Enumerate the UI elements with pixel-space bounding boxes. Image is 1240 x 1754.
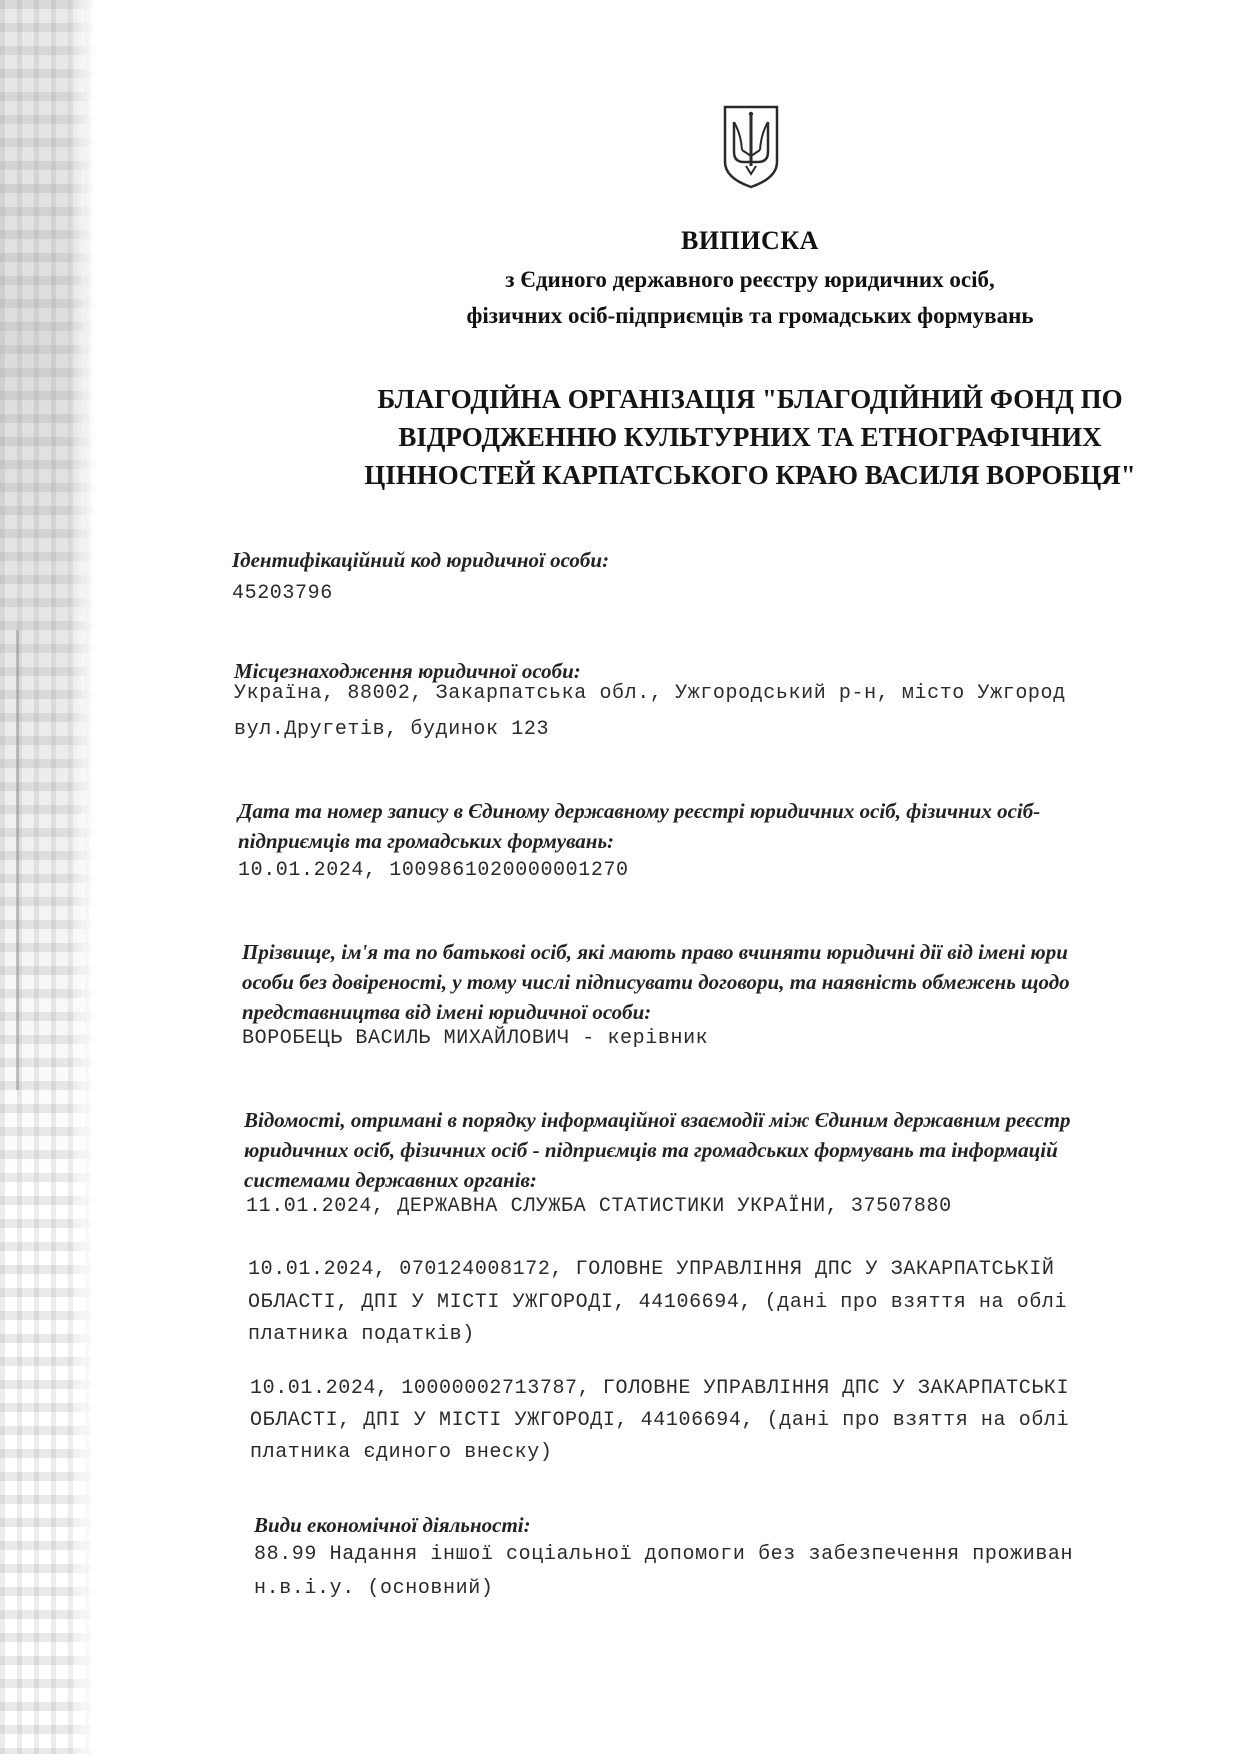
coat-of-arms-trident-icon: [722, 104, 780, 190]
representatives-label-line2: особи без довіреності, у тому числі підписувати договори, та наявність обмежень щодо: [242, 970, 1070, 994]
location-value-line1: Україна, 88002, Закарпатська обл., Ужгородський р-н, місто Ужгород: [234, 682, 1066, 705]
activities-label: Види економічної діяльності:: [254, 1513, 531, 1537]
location-label: Місцезнаходження юридичної особи:: [234, 659, 581, 683]
info-exchange-label-line1: Відомості, отримані в порядку інформаційної взаємодії між Єдиним державним реєстр: [244, 1108, 1071, 1132]
info-exchange-entry2-line1: 10.01.2024, 070124008172, ГОЛОВНЕ УПРАВЛІННЯ ДПС У ЗАКАРПАТСЬКІЙ: [248, 1258, 1055, 1281]
info-exchange-label-line2: юридичних осіб, фізичних осіб - підприємців та громадських формувань та інформацій: [244, 1138, 1058, 1162]
organization-name-line3: ЦІННОСТЕЙ КАРПАТСЬКОГО КРАЮ ВАСИЛЯ ВОРОБЦЯ": [364, 460, 1136, 490]
registration-value: 10.01.2024, 1009861020000001270: [238, 859, 629, 882]
id-code-label: Ідентифікаційний код юридичної особи:: [232, 548, 610, 572]
info-exchange-label-line3: системами державних органів:: [244, 1168, 537, 1192]
organization-name-line2: ВІДРОДЖЕННЮ КУЛЬТУРНИХ ТА ЕТНОГРАФІЧНИХ: [398, 422, 1102, 452]
representatives-label-line3: представництва від імені юридичної особи:: [242, 1000, 652, 1024]
organization-name-line1: БЛАГОДІЙНА ОРГАНІЗАЦІЯ "БЛАГОДІЙНИЙ ФОНД ПО: [377, 384, 1123, 414]
info-exchange-entry2-line3: платника податків): [248, 1323, 475, 1346]
activities-value-line1: 88.99 Надання іншої соціальної допомоги без забезпечення проживан: [254, 1543, 1074, 1566]
document-subtitle-line1: з Єдиного державного реєстру юридичних осіб,: [505, 267, 995, 292]
info-exchange-entry3-line2: ОБЛАСТІ, ДПІ У МІСТІ УЖГОРОДІ, 44106694, (дані про взяття на облі: [250, 1409, 1070, 1432]
location-value-line2: вул.Другетів, будинок 123: [234, 718, 550, 741]
info-exchange-entry3-line3: платника єдиного внеску): [250, 1441, 553, 1464]
info-exchange-entry2-line2: ОБЛАСТІ, ДПІ У МІСТІ УЖГОРОДІ, 44106694, (дані про взяття на облі: [248, 1291, 1068, 1314]
document-subtitle-line2: фізичних осіб-підприємців та громадських формувань: [466, 303, 1034, 328]
id-code-value: 45203796: [232, 582, 333, 605]
organization-name: [300, 380, 1200, 494]
info-exchange-entry1: 11.01.2024, ДЕРЖАВНА СЛУЖБА СТАТИСТИКИ УКРАЇНИ, 37507880: [246, 1195, 952, 1218]
document-title: ВИПИСКА: [681, 226, 819, 255]
scan-line-artifact: [16, 630, 19, 1090]
activities-value-line2: н.в.і.у. (основний): [254, 1577, 494, 1600]
info-exchange-entry3-line1: 10.01.2024, 10000002713787, ГОЛОВНЕ УПРАВЛІННЯ ДПС У ЗАКАРПАТСЬКІ: [250, 1377, 1070, 1400]
representatives-label-line1: Прізвище, ім'я та по батькові осіб, які мають право вчиняти юридичні дії від імені юри: [242, 940, 1068, 964]
registration-label-line2: підприємців та громадських формувань:: [238, 829, 615, 853]
scan-edge-artifact: [0, 0, 95, 1754]
representatives-value: ВОРОБЕЦЬ ВАСИЛЬ МИХАЙЛОВИЧ - керівник: [242, 1027, 709, 1050]
registration-label-line1: Дата та номер запису в Єдиному державному реєстрі юридичних осіб, фізичних осіб-: [238, 799, 1041, 823]
